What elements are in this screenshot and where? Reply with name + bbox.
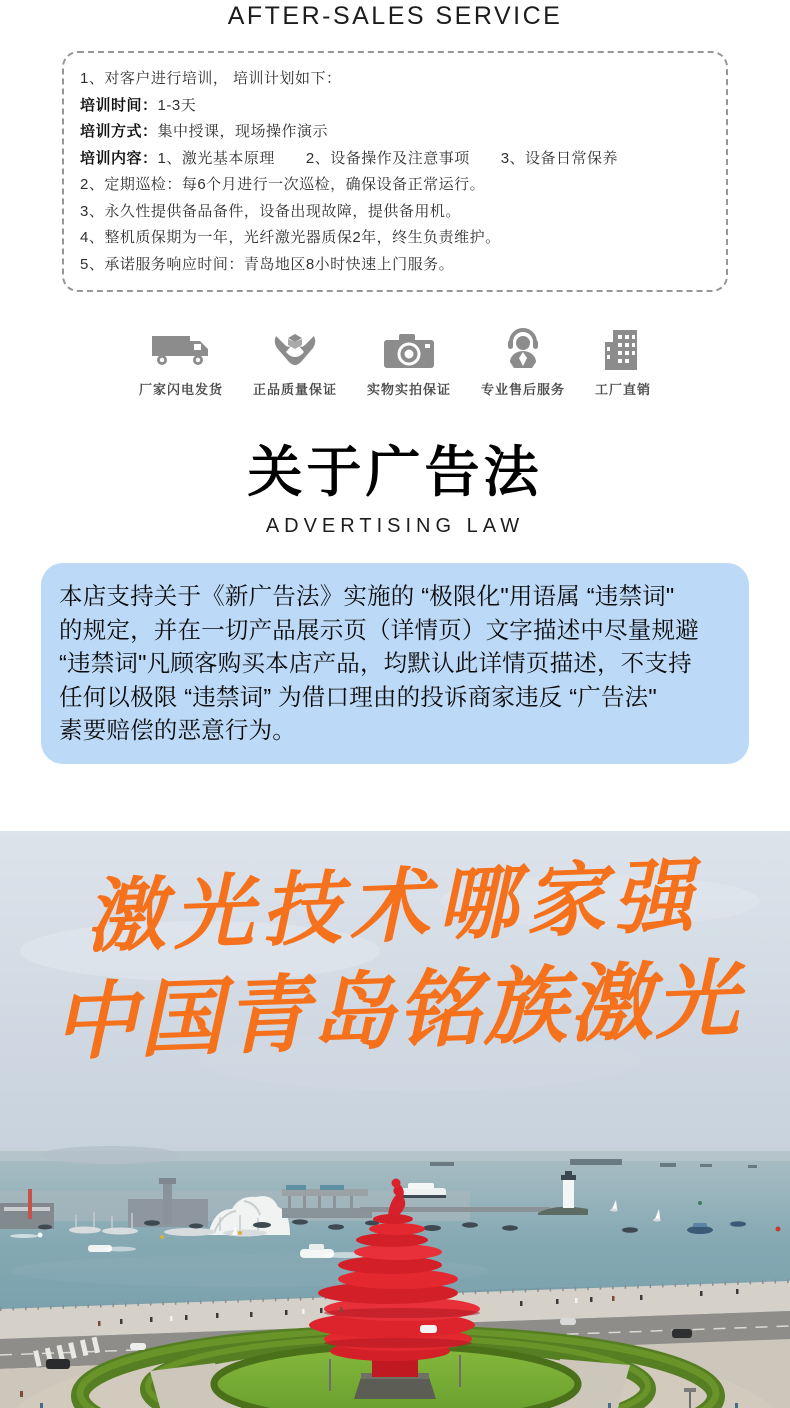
ad-law-title: 关于广告法 — [247, 441, 543, 503]
feature-label: 正品质量保证 — [252, 382, 337, 397]
service-line: 培训内容：1、激光基本原理 2、设备操作及注意事项 3、设备日常保养 — [80, 149, 619, 167]
truck-icon — [150, 326, 212, 370]
feature-label: 工厂直销 — [595, 382, 652, 397]
promo-banner-photo — [0, 831, 790, 1408]
notice-line: 本店支持关于《新广告法》实施的 “极限化"用语属 “违禁词" — [59, 583, 675, 609]
feature-real-photo — [367, 326, 451, 398]
feature-quality-guarantee — [253, 326, 337, 398]
feature-row — [0, 326, 790, 398]
service-line: 培训时间：1-3天 — [80, 96, 197, 114]
service-line: 2、定期巡检：每6个月进行一次巡检，确保设备正常运行。 — [80, 176, 486, 193]
ad-law-notice — [41, 563, 749, 764]
service-line: 1、对客户进行培训， 培训计划如下： — [80, 70, 342, 87]
factory-building-icon — [603, 326, 643, 370]
service-line: 培训方式：集中授课，现场操作演示 — [80, 123, 329, 140]
feature-after-sales — [481, 326, 565, 398]
qingdao-square-scene — [0, 831, 790, 1408]
feature-label: 厂家闪电发货 — [138, 382, 223, 397]
feature-label: 实物实拍保证 — [366, 382, 451, 397]
feature-fast-shipping — [139, 326, 223, 398]
slogan-line-2: 中国青岛铭族激光 — [51, 951, 743, 1070]
page-title: AFTER-SALES SERVICE — [227, 2, 563, 30]
notice-line: 素要赔偿的恶意行为。 — [59, 717, 296, 743]
ad-law-subtitle: ADVERTISING LAW — [265, 515, 525, 537]
notice-line: 的规定，并在一切产品展示页（详情页）文字描述中尽量规避 — [59, 616, 699, 643]
notice-line: 任何以极限 “违禁词” 为借口理由的投诉商家违反 “广告法" — [59, 683, 657, 710]
service-line: 3、永久性提供备品备件，设备出现故障，提供备用机。 — [80, 202, 461, 220]
feature-label: 专业售后服务 — [481, 382, 566, 397]
headset-service-icon — [505, 326, 541, 370]
feature-factory-direct — [595, 326, 651, 398]
camera-icon — [383, 326, 435, 370]
service-line: 4、整机质保期为一年，光纤激光器质保2年，终生负责维护。 — [80, 229, 501, 246]
after-sales-service-box — [62, 51, 728, 292]
service-line: 5、承诺服务响应时间：青岛地区8小时快速上门服务。 — [80, 255, 455, 273]
hands-box-icon — [272, 326, 318, 370]
slogan-line-1: 激光技术哪家强 — [83, 850, 703, 962]
notice-line: “违禁词"凡顾客购买本店产品，均默认此详情页描述，不支持 — [59, 650, 692, 676]
